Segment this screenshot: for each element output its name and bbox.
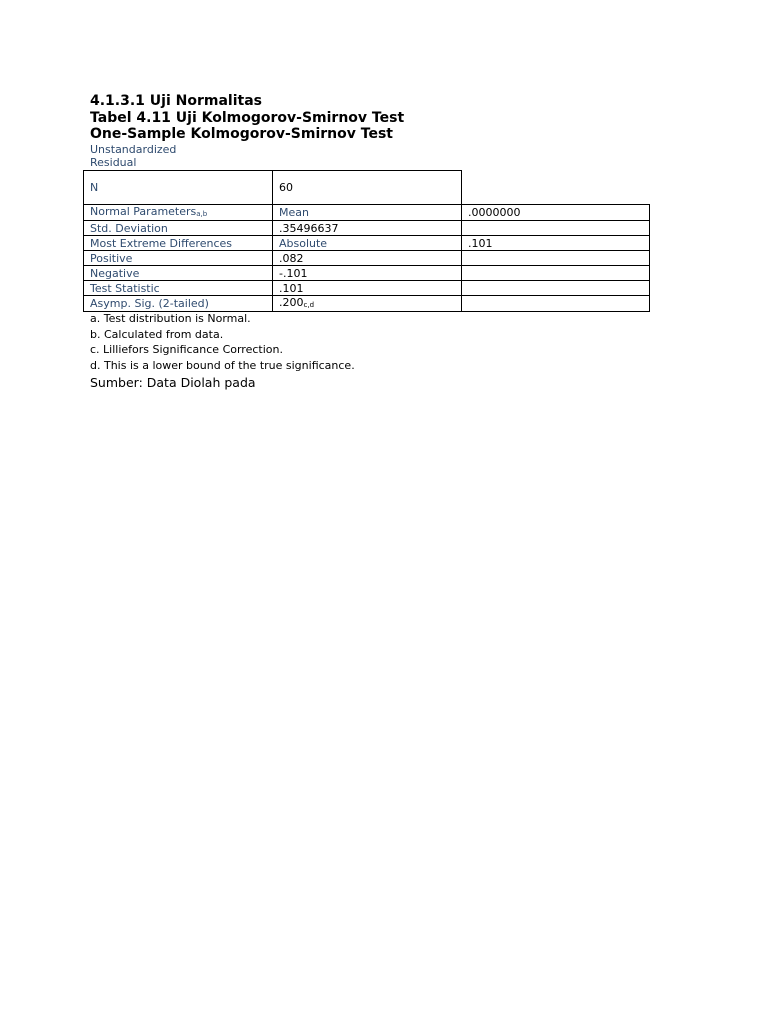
row-value: -.101 [273, 266, 462, 281]
footnote-b: b. Calculated from data. [90, 328, 224, 341]
row-value: .101 [273, 281, 462, 296]
row-sublabel: Mean [273, 205, 462, 221]
row-empty-cell [462, 251, 650, 266]
row-empty-cell [462, 296, 650, 312]
row-empty-cell [462, 281, 650, 296]
source-note: Sumber: Data Diolah pada [90, 375, 256, 390]
row-label: N [84, 171, 273, 205]
ks-test-table [83, 170, 650, 312]
footnote-d: d. This is a lower bound of the true significance. [90, 359, 355, 372]
table-caption: Tabel 4.11 Uji Kolmogorov-Smirnov Test [90, 110, 405, 126]
row-label: Most Extreme Differences [84, 236, 273, 251]
row-empty-cell [462, 266, 650, 281]
row-label: Negative [84, 266, 273, 281]
table-row [84, 281, 650, 296]
row-label: Asymp. Sig. (2-tailed) [84, 296, 273, 312]
row-value: .101 [462, 236, 650, 251]
footnote-marker: c,d [303, 301, 315, 309]
row-label: Normal Parameters$_{a,b}$ [84, 205, 273, 221]
row-value: .082 [273, 251, 462, 266]
section-heading: 4.1.3.1 Uji Normalitas [90, 93, 262, 109]
row-label: Positive [84, 251, 273, 266]
row-empty-cell [462, 221, 650, 236]
row-value: .0000000 [462, 205, 650, 221]
footnote-a: a. Test distribution is Normal. [90, 312, 251, 325]
column-header-line1: Unstandardized [90, 143, 177, 156]
footnote-c: c. Lilliefors Significance Correction. [90, 343, 283, 356]
row-value: $.200_{c,d}$ [273, 296, 462, 312]
row-label: Std. Deviation [84, 221, 273, 236]
table-row [84, 205, 650, 221]
row-value: 60 [273, 171, 462, 205]
table-row [84, 221, 650, 236]
footnote-marker: a,b [196, 210, 208, 218]
table-row [84, 296, 650, 312]
row-label: Test Statistic [84, 281, 273, 296]
row-value: .35496637 [273, 221, 462, 236]
table-row [84, 266, 650, 281]
column-header-line2: Residual [90, 156, 137, 169]
spss-title: One-Sample Kolmogorov-Smirnov Test [90, 126, 393, 142]
table-row [84, 171, 650, 205]
table-row [84, 236, 650, 251]
row-empty-cell [462, 171, 650, 205]
row-sublabel: Absolute [273, 236, 462, 251]
table-row [84, 251, 650, 266]
